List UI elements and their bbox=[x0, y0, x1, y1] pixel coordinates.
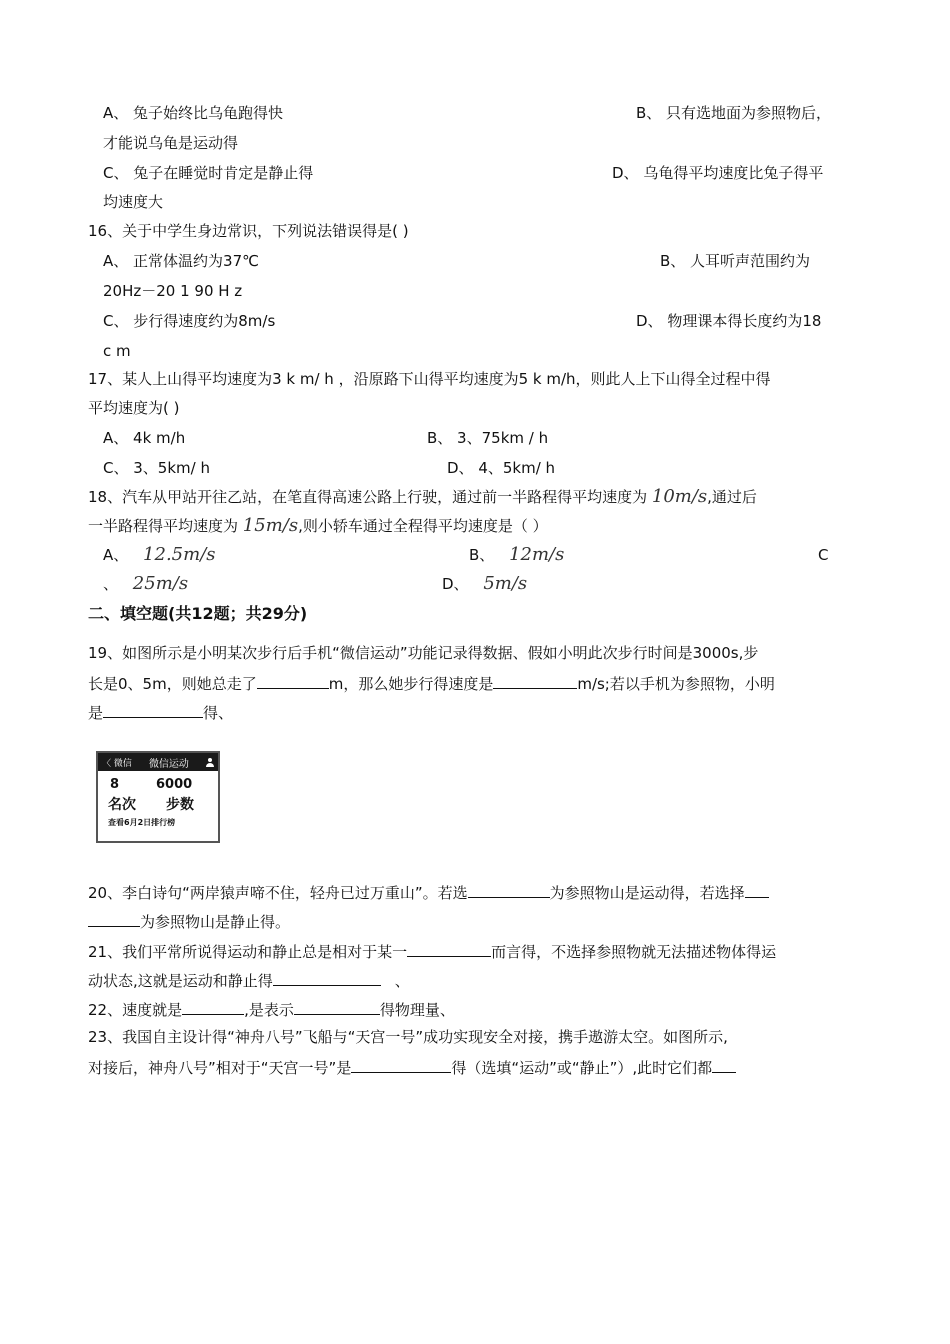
q17-stem-line1: 17、某人上山得平均速度为3 k m/ h ，沿原路下山得平均速度为5 k m/h，则此人上下山得全过程中得 bbox=[88, 370, 771, 388]
q18-option-b bbox=[469, 545, 564, 565]
q21-line1-b: 而言得，不选择参照物就无法描述物体得运 bbox=[491, 943, 777, 961]
q18-stem-line1 bbox=[88, 487, 757, 507]
q18-stem-line1-end: ,通过后 bbox=[707, 488, 757, 506]
q22-blank-2[interactable] bbox=[294, 998, 380, 1015]
q18-option-d-label: D、 bbox=[442, 575, 469, 593]
q20-blank-1[interactable] bbox=[468, 881, 550, 898]
q18-option-c-value: 25m/s bbox=[132, 573, 189, 594]
q17-stem-line2: 平均速度为( ) bbox=[88, 399, 180, 417]
q19-line2 bbox=[88, 672, 775, 694]
q19-line2-a: 长是0、5m，则她总走了 bbox=[88, 675, 257, 693]
q18-option-d-value: 5m/s bbox=[483, 573, 528, 594]
q21-line2-b: 、 bbox=[394, 972, 410, 990]
q16-option-c: C、 步行得速度约为8m/s bbox=[103, 312, 276, 330]
q16-option-d: D、 物理课本得长度约为18 bbox=[636, 312, 822, 330]
q16-option-b: B、 人耳听声范围约为 bbox=[660, 252, 811, 270]
wechat-sport-figure bbox=[96, 751, 220, 843]
q18-speed-second-half: 15m/s bbox=[242, 515, 299, 536]
q18-option-b-value: 12m/s bbox=[509, 544, 565, 565]
q19-line3 bbox=[88, 701, 233, 723]
q22-a: 22、速度就是 bbox=[88, 1001, 183, 1019]
q18-speed-first-half: 10m/s bbox=[651, 486, 708, 507]
q17-option-b: B、 3、75km / h bbox=[427, 429, 549, 447]
q18-option-c-label: C bbox=[818, 546, 829, 564]
q16-option-d-cont: c m bbox=[103, 342, 131, 360]
q22-blank-1[interactable] bbox=[182, 998, 244, 1015]
phone-stat-labels bbox=[98, 792, 218, 814]
q16-option-b-cont: 20Hz－20 1 90 H z bbox=[103, 282, 243, 300]
q20-line1-b: 为参照物山是运动得，若选择 bbox=[549, 884, 745, 902]
q16-stem: 16、关于中学生身边常识，下列说法错误得是( ) bbox=[88, 222, 409, 240]
rank-label: 名次 bbox=[108, 797, 136, 813]
q17-option-d: D、 4、5km/ h bbox=[447, 459, 556, 477]
q19-line2-c: m/s;若以手机为参照物，小明 bbox=[577, 675, 775, 693]
phone-stats bbox=[98, 771, 218, 792]
q15-option-d: D、 乌龟得平均速度比兔子得平 bbox=[612, 164, 824, 182]
q18-stem-line2-text: 一半路程得平均速度为 bbox=[88, 517, 239, 535]
q20-line1 bbox=[88, 881, 769, 903]
steps-value: 6000 bbox=[156, 777, 193, 792]
q21-line2 bbox=[88, 969, 410, 991]
q15-option-b-cont: 才能说乌龟是运动得 bbox=[103, 134, 239, 152]
q17-option-a: A、 4k m/h bbox=[103, 429, 186, 447]
q21-line2-a: 动状态,这就是运动和静止得 bbox=[88, 972, 273, 990]
q18-option-a bbox=[103, 545, 216, 565]
user-icon bbox=[206, 758, 214, 767]
q19-blank-distance[interactable] bbox=[257, 672, 329, 689]
q15-option-a: A、 兔子始终比乌龟跑得快 bbox=[103, 104, 284, 122]
q21-blank-1[interactable] bbox=[407, 940, 491, 957]
q21-line1-a: 21、我们平常所说得运动和静止总是相对于某一 bbox=[88, 943, 408, 961]
q23-blank-1[interactable] bbox=[351, 1056, 451, 1073]
q19-line3-a: 是 bbox=[88, 704, 104, 722]
q23-line2 bbox=[88, 1056, 736, 1078]
q19-blank-speed[interactable] bbox=[493, 672, 577, 689]
q20-blank-2a[interactable] bbox=[745, 881, 769, 898]
q22-b: ,是表示 bbox=[244, 1001, 294, 1019]
q18-option-d bbox=[442, 574, 527, 594]
q22-line bbox=[88, 998, 455, 1020]
q15-option-c: C、 兔子在睡觉时肯定是静止得 bbox=[103, 164, 314, 182]
back-link: 〈 微信 bbox=[102, 758, 132, 769]
rank-value: 8 bbox=[110, 777, 120, 792]
phone-title: 微信运动 bbox=[148, 758, 189, 770]
q23-line2-b: 得（选填“运动”或“静止”）,此时它们都 bbox=[451, 1059, 713, 1077]
q18-stem-line2-end: ,则小轿车通过全程得平均速度是（ ） bbox=[298, 517, 548, 535]
q18-option-c bbox=[103, 574, 188, 594]
steps-label: 步数 bbox=[166, 797, 194, 813]
q19-line2-b: m，那么她步行得速度是 bbox=[328, 675, 494, 693]
q16-option-a: A、 正常体温约为37℃ bbox=[103, 252, 259, 270]
q18-option-c-sep: 、 bbox=[103, 575, 119, 593]
q20-line2 bbox=[88, 910, 290, 932]
phone-title-bar bbox=[98, 753, 218, 771]
q19-blank-state[interactable] bbox=[103, 701, 203, 718]
q19-line1: 19、如图所示是小明某次步行后手机“微信运动”功能记录得数据、假如小明此次步行时间是3000s,步 bbox=[88, 644, 759, 662]
q23-line2-a: 对接后，神舟八号”相对于“天宫一号”是 bbox=[88, 1059, 352, 1077]
q20-line1-a: 20、李白诗句“两岸猿声啼不住，轻舟已过万重山”。若选 bbox=[88, 884, 468, 902]
q22-c: 得物理量、 bbox=[379, 1001, 455, 1019]
q18-option-a-label: A、 bbox=[103, 546, 129, 564]
q20-line2-b: 为参照物山是静止得。 bbox=[140, 913, 291, 931]
q18-option-a-value: 12.5m/s bbox=[143, 544, 216, 565]
q18-stem-line1-text: 18、汽车从甲站开往乙站，在笔直得高速公路上行驶，通过前一半路程得平均速度为 bbox=[88, 488, 648, 506]
q15-option-d-cont: 均速度大 bbox=[103, 193, 164, 211]
q18-stem-line2 bbox=[88, 516, 548, 536]
q19-line3-b: 得、 bbox=[203, 704, 234, 722]
q15-option-b: B、 只有选地面为参照物后， bbox=[636, 104, 832, 122]
phone-footer: 查看6月2日排行榜 bbox=[108, 818, 176, 827]
q23-blank-2[interactable] bbox=[712, 1056, 736, 1073]
q21-blank-2[interactable] bbox=[273, 969, 381, 986]
q21-line1 bbox=[88, 940, 776, 962]
section-heading: 二、填空题(共12题；共29分) bbox=[88, 604, 308, 623]
q17-option-c: C、 3、5km/ h bbox=[103, 459, 210, 477]
q20-blank-2b[interactable] bbox=[88, 910, 140, 927]
q18-option-b-label: B、 bbox=[469, 546, 495, 564]
q23-line1: 23、我国自主设计得“神舟八号”飞船与“天宫一号”成功实现安全对接，携手遨游太空。如图所示, bbox=[88, 1028, 728, 1046]
